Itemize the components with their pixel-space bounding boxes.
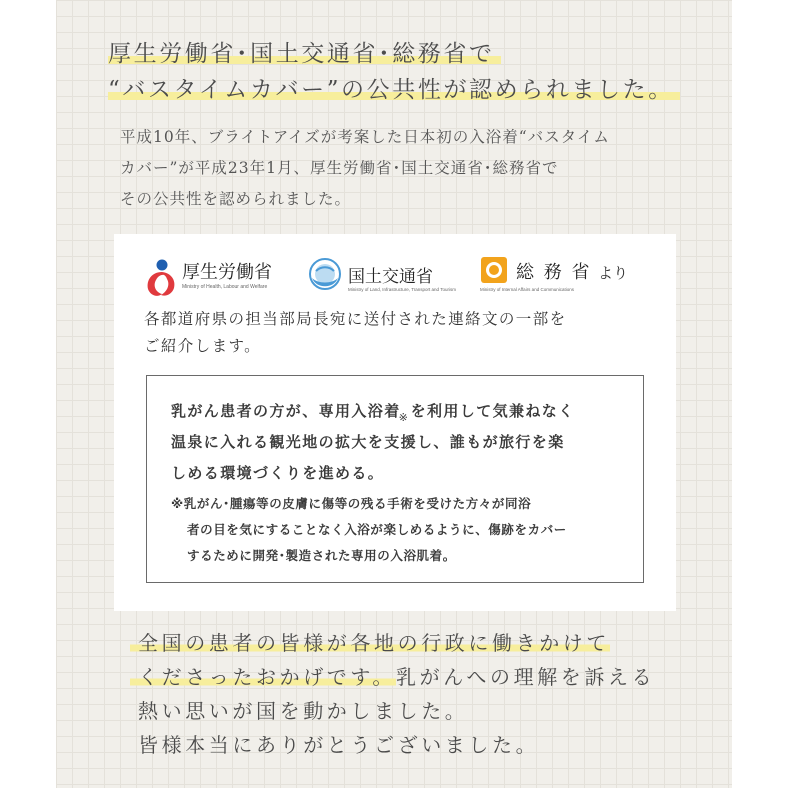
mic-logo-icon <box>480 256 508 284</box>
quote-line2: 温泉に入れる観光地の拡大を支援し、誰もが旅行を楽 <box>171 433 565 451</box>
mlit-sub: Ministry of Land, Infrastructure, Transport and Tourism <box>348 287 456 292</box>
mhlw-logo <box>142 254 302 300</box>
intro-paragraph <box>120 122 700 215</box>
headline-line2: “バスタイムカバー”の公共性が認められました。 <box>108 77 680 103</box>
intro-line2: カバー”が平成23年1月、厚生労働省･国土交通省･総務省で <box>120 159 559 177</box>
mic-sub: Ministry of Internal Affairs and Communications <box>480 287 574 292</box>
closing-line4: 皆様本当にありがとうございました。 <box>138 733 540 757</box>
footnote <box>171 491 631 569</box>
mlit-logo-icon <box>306 256 344 296</box>
mhlw-logo-icon <box>142 258 178 298</box>
ministry-logos <box>142 254 672 300</box>
mic-name: 総 務 省 <box>516 262 592 283</box>
quote-line3: しめる環境づくりを進める。 <box>171 464 385 482</box>
mlit-name: 国土交通省 <box>348 267 433 287</box>
note-line1: ※乳がん･腫瘍等の皮膚に傷等の残る手術を受けた方々が同浴 <box>171 496 532 511</box>
card-text-line2: ご紹介します。 <box>144 337 262 355</box>
intro-line1: 平成10年、ブライトアイズが考案した日本初の入浴着“バスタイム <box>120 128 610 146</box>
mhlw-sub: Ministry of Health, Labour and Welfare <box>182 284 268 290</box>
quote-box <box>146 375 644 583</box>
yori-text: より <box>598 264 629 282</box>
quote-line1-a: 乳がん患者の方が、専用入浴着 <box>171 402 401 420</box>
closing-line2-rest: 乳がんへの理解を訴える <box>396 665 656 689</box>
note-line2: 者の目を気にすることなく入浴が楽しめるように、傷跡をカバー <box>187 522 567 537</box>
notice-card <box>114 234 676 611</box>
card-intro <box>144 306 664 360</box>
intro-line3: その公共性を認められました。 <box>120 190 352 208</box>
mlit-logo <box>306 254 476 300</box>
closing-message <box>138 626 698 762</box>
quote-line1-b: を利用して気兼ねなく <box>410 402 575 420</box>
closing-line3: 熱い思いが国を動かしました。 <box>138 699 469 723</box>
closing-line1: 全国の患者の皆様が各地の行政に働きかけて <box>130 631 610 655</box>
mhlw-name: 厚生労働省 <box>182 262 272 283</box>
quote-mark: ※ <box>398 411 410 424</box>
quote-text <box>171 396 641 489</box>
note-line3: するために開発･製造された専用の入浴肌着。 <box>187 548 456 563</box>
card-text-line1: 各都道府県の担当部局長宛に送付された連絡文の一部を <box>144 310 567 328</box>
headline-line1: 厚生労働省･国土交通省･総務省で <box>108 41 501 67</box>
closing-line2-highlight: くださったおかげです。 <box>130 665 396 689</box>
headline <box>108 36 708 108</box>
